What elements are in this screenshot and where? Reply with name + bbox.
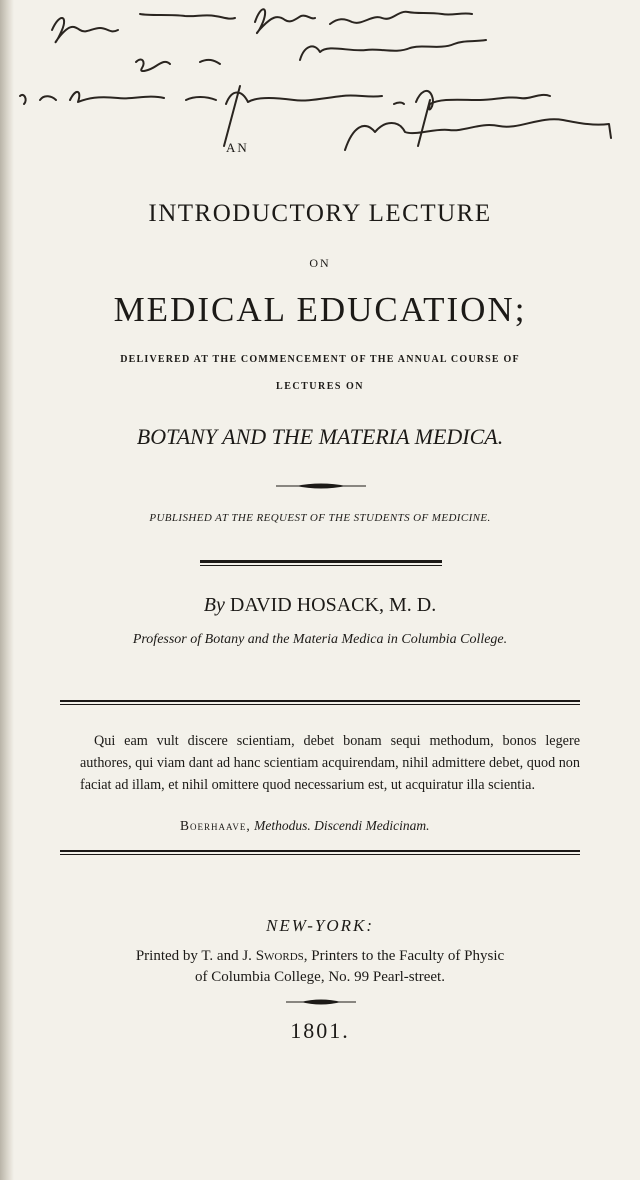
lectures-on-line: LECTURES ON — [276, 381, 364, 392]
imprint-printer-line-2: of Columbia College, No. 99 Pearl-street. — [195, 969, 445, 985]
imprint-printer-line-1 — [0, 948, 640, 965]
author-line — [0, 594, 640, 617]
handwritten-inscription — [0, 0, 640, 175]
epigraph-text: Qui eam vult discere scientiam, debet bonam sequi methodum, bonos legere authores, qui viam dant ad hanc scientiam acquirendam, nihil admittere debet, quod non faciat ad illam, et nihil omittere quod necessarium est, ut acquiratur illa scientia. — [80, 733, 580, 793]
title-on: ON — [309, 256, 331, 270]
epigraph-quote — [80, 730, 580, 796]
published-line: PUBLISHED AT THE REQUEST OF THE STUDENTS OF MEDICINE. — [149, 512, 491, 524]
printer-suffix: Printers to the Faculty of Physic — [311, 948, 505, 964]
double-rule-middle — [60, 700, 580, 706]
ornament-rule-small — [286, 998, 356, 1006]
binding-edge — [0, 0, 14, 1180]
author-by: By — [203, 594, 225, 616]
article-an: AN — [226, 140, 249, 155]
ornament-rule — [276, 482, 366, 490]
double-rule-bottom — [60, 850, 580, 856]
quote-work: Methodus. Discendi Medicinam. — [254, 818, 430, 833]
delivered-line: DELIVERED AT THE COMMENCEMENT OF THE ANNUAL COURSE OF — [120, 354, 520, 365]
imprint-city: NEW-YORK: — [265, 916, 375, 935]
subject-line: BOTANY AND THE MATERIA MEDICA. — [136, 424, 504, 449]
author-name: DAVID HOSACK, M. D. — [229, 594, 437, 616]
quote-author: Boerhaave, — [180, 818, 251, 833]
imprint-year: 1801. — [290, 1018, 350, 1043]
printer-name: Swords, — [255, 948, 308, 964]
double-rule-top — [200, 560, 442, 568]
printer-prefix: Printed by T. and J. — [135, 948, 252, 964]
title-line-1: INTRODUCTORY LECTURE — [148, 200, 492, 227]
epigraph-attribution — [180, 818, 430, 834]
professor-line: Professor of Botany and the Materia Medica in Columbia College. — [132, 632, 508, 647]
title-line-2: MEDICAL EDUCATION; — [113, 290, 527, 329]
